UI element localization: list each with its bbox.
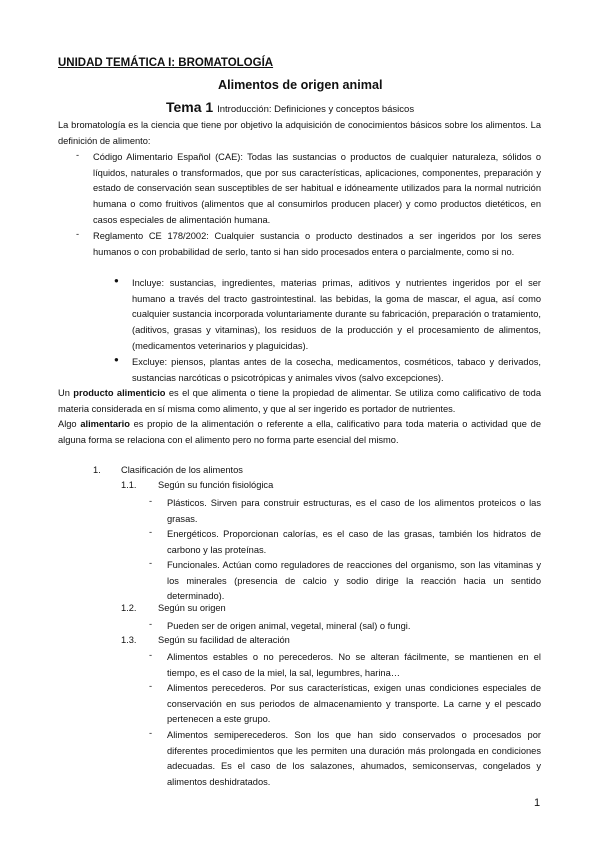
- item-bullet: -: [149, 681, 153, 691]
- item-bullet: -: [149, 496, 153, 506]
- unit-heading: UNIDAD TEMÁTICA I: BROMATOLOGÍA: [58, 57, 274, 69]
- alimentario-lead: Algo: [58, 419, 81, 429]
- subbullet-excluye: Excluye: piensos, plantas antes de la cosecha, medicamentos, cosméticos, tabaco y derivados, sustancias narcóticas o psicotrópicas y animales vivos (salvo excepciones).: [132, 357, 541, 383]
- producto-rest: es el que alimenta o tiene la propiedad de alimentar. Se utiliza como calificativo de toda materia considerada en sí misma como alimento, y que al ser ingerido es portador de nutrientes.: [58, 388, 542, 414]
- list-item: Funcionales. Actúan como reguladores de reacciones del organismo, son las vitaminas y los minerales (presencia de calcio y sodio dirige la reacción hacia un sentido determinado).: [167, 560, 541, 602]
- classification-number: 1.: [93, 465, 101, 475]
- list-item: Alimentos semiperecederos. Son los que han sido conservados o procesados por diferentes procedimientos que les permiten una duración más prolongada en condiciones adecuadas. Es el caso de los salazones, ahumados, semiconservas, congelados y alimentos deshidratados.: [167, 730, 541, 788]
- tema-label: Tema 1: [166, 99, 214, 115]
- definition-cae: Código Alimentario Español (CAE): Todas las sustancias o productos de cualquier naturaleza, sólidos o líquidos, naturales o transformados, que por sus características, aplicaciones, componentes, preparación y estado de conservación sean susceptibles de ser habitual e idóneamente utilizados para la normal nutrición humana o como fruitivos (alimentos que al consumirlos producen placer) y como productos dietéticos, en casos especiales de alimentación humana.: [93, 152, 541, 225]
- list-item: Plásticos. Sirven para construir estructuras, es el caso de los alimentos proteicos o las grasas.: [167, 498, 541, 524]
- definition-bullet: -: [76, 150, 80, 160]
- list-item: Energéticos. Proporcionan calorías, es el caso de las grasas, también los hidratos de carbono y las proteínas.: [167, 529, 541, 555]
- subbullet-incluye: Incluye: sustancias, ingredientes, materias primas, aditivos y nutrientes ingeridos por el ser humano a través del tracto gastrointestinal. las bebidas, la goma de mascar, el agua, así como cualquier sustancia incorporada voluntariamente durante su fabricación, preparación o tratamiento, (aditivos, grasas y vitaminas), los residuos de la producción y el procesamiento de alimentos, (medicamentos veterinarios y plaguicidas).: [132, 278, 541, 351]
- definition-reglamento: Reglamento CE 178/2002: Cualquier sustancia o producto destinados a ser ingeridos por los seres humanos o con probabilidad de serlo, tanto si han sido procesados entera o parcialmente, como si no.: [93, 231, 541, 257]
- list-item: Pueden ser de origen animal, vegetal, mineral (sal) o fungi.: [167, 621, 411, 631]
- item-bullet: -: [149, 650, 153, 660]
- bullet-dot: ●: [114, 276, 119, 285]
- item-bullet: -: [149, 558, 153, 568]
- bullet-dot: ●: [114, 355, 119, 364]
- section-title: Según su facilidad de alteración: [158, 635, 290, 645]
- list-item: Alimentos perecederos. Por sus características, exigen unas condiciones especiales de conservación en sus periodos de almacenamiento y transporte. La carne y el pescado pertenecen a este grupo.: [167, 683, 541, 725]
- section-number: 1.3.: [121, 635, 137, 645]
- classification-title: Clasificación de los alimentos: [121, 465, 243, 475]
- item-bullet: -: [149, 619, 153, 629]
- definition-bullet: -: [76, 229, 80, 239]
- producto-lead: Un: [58, 388, 74, 398]
- section-title: Según su origen: [158, 603, 226, 613]
- item-bullet: -: [149, 728, 153, 738]
- page-number: 1: [534, 797, 541, 809]
- intro-paragraph: La bromatología es la ciencia que tiene por objetivo la adquisición de conocimientos básicos sobre los alimentos. La definición de alimento:: [58, 120, 541, 146]
- producto-paragraph: [58, 386, 541, 417]
- alimentario-term: alimentario: [80, 419, 130, 429]
- producto-term: producto alimenticio: [73, 388, 166, 398]
- section-number: 1.2.: [121, 603, 137, 613]
- alimentario-paragraph: [58, 417, 541, 448]
- tema-heading: [166, 99, 414, 115]
- section-number: 1.1.: [121, 480, 137, 490]
- alimentario-rest: es propio de la alimentación o referente a ella, calificativo para toda materia o actividad que de alguna forma se relaciona con el alimento pero no forma parte esencial del mismo.: [58, 419, 541, 445]
- list-item: Alimentos estables o no perecederos. No se alteran fácilmente, se mantienen en el tiempo, es el caso de la miel, la sal, legumbres, harina…: [167, 652, 541, 678]
- tema-subtitle: Introducción: Definiciones y conceptos básicos: [217, 104, 415, 115]
- item-bullet: -: [149, 527, 153, 537]
- page-title: Alimentos de origen animal: [218, 78, 383, 92]
- section-title: Según su función fisiológica: [158, 480, 274, 490]
